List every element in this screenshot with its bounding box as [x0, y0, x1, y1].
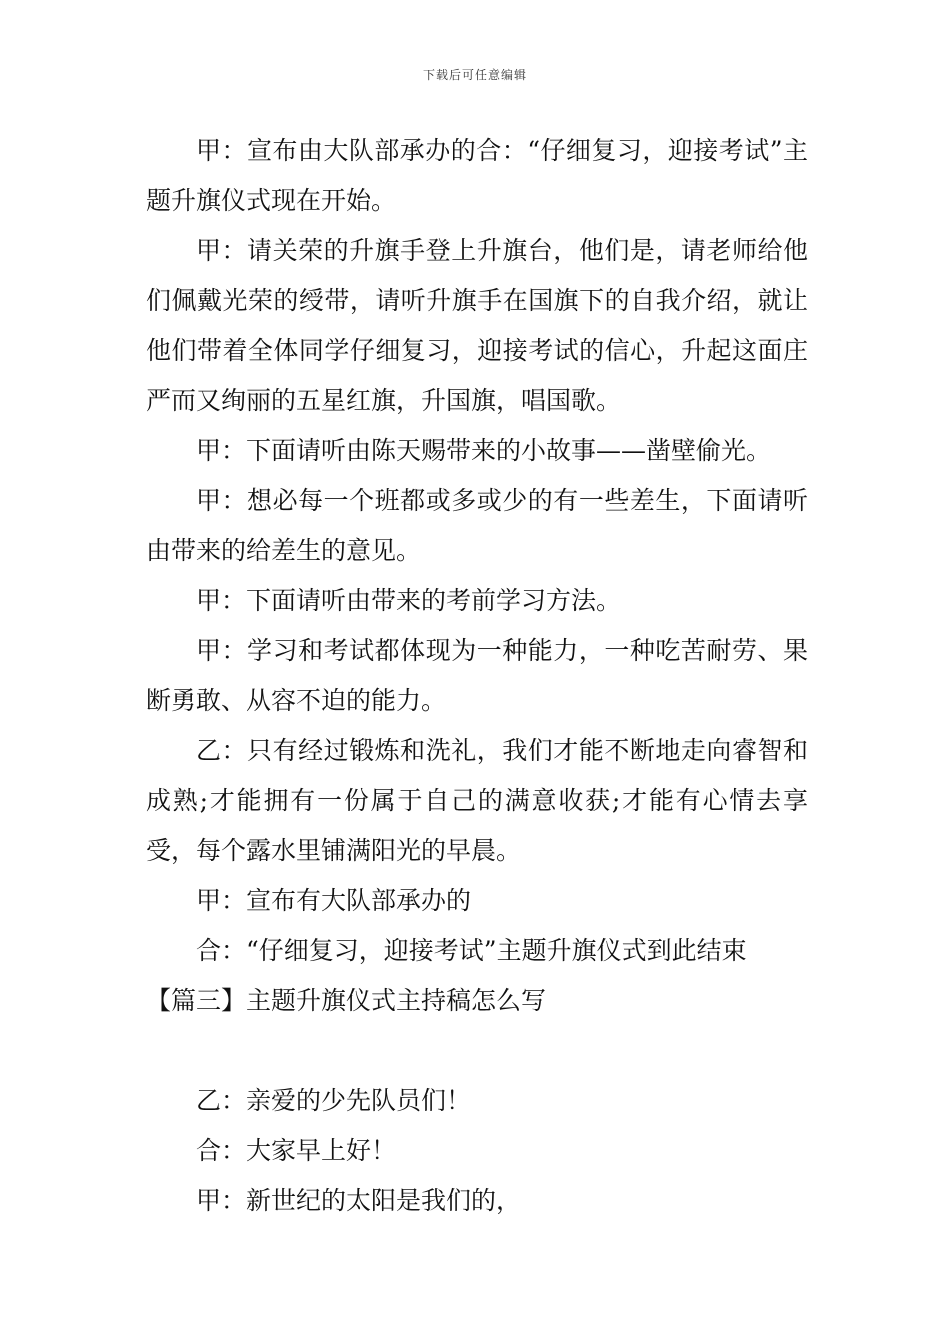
paragraph: 乙：只有经过锻炼和洗礼，我们才能不断地走向睿智和成熟;才能拥有一份属于自己的满意收获;才能有心情去享受，每个露水里铺满阳光的早晨。	[146, 736, 808, 865]
paragraph: 甲：下面请听由陈天赐带来的小故事——凿壁偷光。	[196, 436, 772, 465]
document-body	[146, 126, 808, 1226]
paragraph: 甲：请关荣的升旗手登上升旗台，他们是，请老师给他们佩戴光荣的绶带，请听升旗手在国旗下的自我介绍，就让他们带着全体同学仔细复习，迎接考试的信心，升起这面庄严而又绚丽的五星红旗，升国旗，唱国歌。	[146, 236, 808, 415]
paragraph: 甲：下面请听由带来的考前学习方法。	[196, 586, 622, 615]
paragraph: 甲：学习和考试都体现为一种能力，一种吃苦耐劳、果断勇敢、从容不迫的能力。	[146, 636, 808, 715]
paragraph: 甲：新世纪的太阳是我们的，	[196, 1186, 522, 1215]
blank-line	[146, 1026, 808, 1076]
paragraph: 合：“仔细复习，迎接考试”主题升旗仪式到此结束	[196, 936, 747, 965]
paragraph: 甲：想必每一个班都或多或少的有一些差生，下面请听由带来的给差生的意见。	[146, 486, 808, 565]
paragraph: 合：大家早上好！	[196, 1136, 397, 1165]
paragraph: 甲：宣布由大队部承办的合：“仔细复习，迎接考试”主题升旗仪式现在开始。	[146, 136, 808, 215]
page-header: 下载后可任意编辑	[422, 68, 527, 82]
paragraph: 甲：宣布有大队部承办的	[196, 886, 472, 915]
section-heading: 【篇三】主题升旗仪式主持稿怎么写	[146, 986, 547, 1015]
paragraph: 乙：亲爱的少先队员们！	[196, 1086, 472, 1115]
